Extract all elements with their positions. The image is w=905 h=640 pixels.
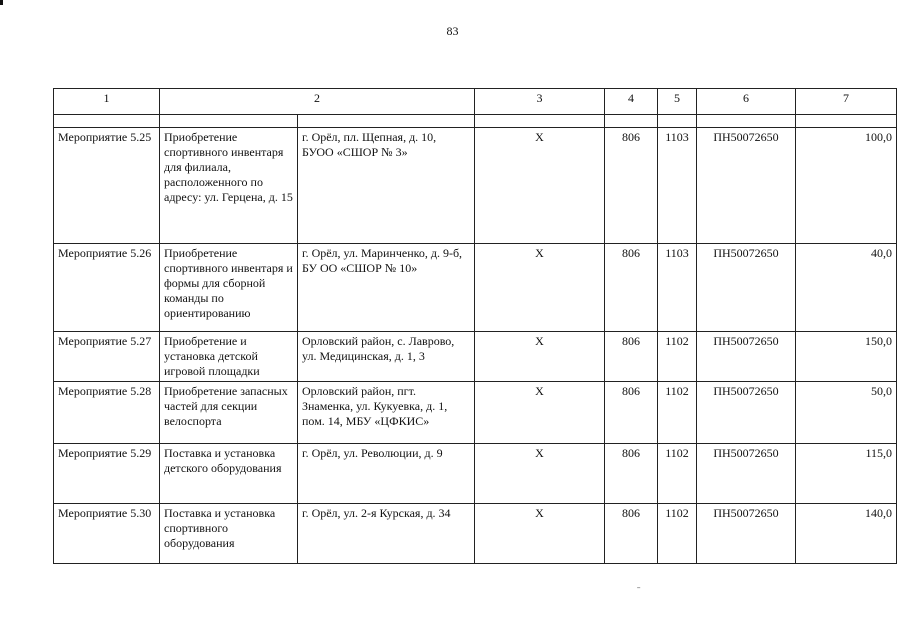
header-cell-7: 7 xyxy=(796,89,897,115)
col5-cell: 1102 xyxy=(658,332,697,382)
col4-cell: 806 xyxy=(605,332,658,382)
col3-cell: Х xyxy=(475,128,605,244)
header-cell-1: 1 xyxy=(54,89,160,115)
page-number: 83 xyxy=(446,24,459,38)
table-row xyxy=(54,128,897,244)
header-cell-4: 4 xyxy=(605,89,658,115)
event-cell: Мероприятие 5.29 xyxy=(54,444,160,504)
address-cell: г. Орёл, ул. 2-я Курская, д. 34 xyxy=(298,504,475,564)
col5-cell: 1103 xyxy=(658,128,697,244)
col7-cell: 140,0 xyxy=(796,504,897,564)
col7-cell: 50,0 xyxy=(796,382,897,444)
table-header-row xyxy=(54,89,897,115)
description-cell: Поставка и установка спортивного оборудования xyxy=(160,504,298,564)
description-cell: Приобретение спортивного инвентаря и формы для сборной команды по ориентированию xyxy=(160,244,298,332)
col5-cell: 1103 xyxy=(658,244,697,332)
col4-cell: 806 xyxy=(605,444,658,504)
col4-cell: 806 xyxy=(605,504,658,564)
col4-cell: 806 xyxy=(605,244,658,332)
col6-cell: ПН50072650 xyxy=(697,504,796,564)
col3-cell: Х xyxy=(475,444,605,504)
description-cell: Приобретение запасных частей для секции велоспорта xyxy=(160,382,298,444)
address-cell: г. Орёл, пл. Щепная, д. 10, БУОО «СШОР № 3» xyxy=(298,128,475,244)
budget-table xyxy=(53,88,897,564)
col7-cell: 100,0 xyxy=(796,128,897,244)
col5-cell: 1102 xyxy=(658,444,697,504)
col6-cell: ПН50072650 xyxy=(697,128,796,244)
address-cell: г. Орёл, ул. Маринченко, д. 9-б, БУ ОО «СШОР № 10» xyxy=(298,244,475,332)
description-cell: Приобретение и установка детской игровой площадки xyxy=(160,332,298,382)
header-spacer-row xyxy=(54,115,897,128)
col3-cell: Х xyxy=(475,382,605,444)
event-cell: Мероприятие 5.25 xyxy=(54,128,160,244)
table-row xyxy=(54,444,897,504)
col6-cell: ПН50072650 xyxy=(697,382,796,444)
col4-cell: 806 xyxy=(605,382,658,444)
col5-cell: 1102 xyxy=(658,504,697,564)
col7-cell: 150,0 xyxy=(796,332,897,382)
col6-cell: ПН50072650 xyxy=(697,332,796,382)
event-cell: Мероприятие 5.28 xyxy=(54,382,160,444)
col3-cell: Х xyxy=(475,504,605,564)
col4-cell: 806 xyxy=(605,128,658,244)
description-cell: Приобретение спортивного инвентаря для филиала, расположенного по адресу: ул. Герцена, д. 15 xyxy=(160,128,298,244)
scan-corner-mark xyxy=(0,0,3,5)
address-cell: г. Орёл, ул. Революции, д. 9 xyxy=(298,444,475,504)
header-cell-2: 2 xyxy=(160,89,475,115)
col5-cell: 1102 xyxy=(658,382,697,444)
scan-speck: ˉ xyxy=(637,586,641,597)
col6-cell: ПН50072650 xyxy=(697,244,796,332)
event-cell: Мероприятие 5.27 xyxy=(54,332,160,382)
table-row xyxy=(54,244,897,332)
header-cell-5: 5 xyxy=(658,89,697,115)
header-cell-3: 3 xyxy=(475,89,605,115)
header-cell-6: 6 xyxy=(697,89,796,115)
col7-cell: 40,0 xyxy=(796,244,897,332)
col7-cell: 115,0 xyxy=(796,444,897,504)
event-cell: Мероприятие 5.30 xyxy=(54,504,160,564)
table-row xyxy=(54,504,897,564)
table-row xyxy=(54,332,897,382)
col3-cell: Х xyxy=(475,332,605,382)
col6-cell: ПН50072650 xyxy=(697,444,796,504)
col3-cell: Х xyxy=(475,244,605,332)
table-row xyxy=(54,382,897,444)
description-cell: Поставка и установка детского оборудования xyxy=(160,444,298,504)
event-cell: Мероприятие 5.26 xyxy=(54,244,160,332)
address-cell: Орловский район, пгт. Знаменка, ул. Кукуевка, д. 1, пом. 14, МБУ «ЦФКИС» xyxy=(298,382,475,444)
address-cell: Орловский район, с. Лаврово, ул. Медицинская, д. 1, 3 xyxy=(298,332,475,382)
